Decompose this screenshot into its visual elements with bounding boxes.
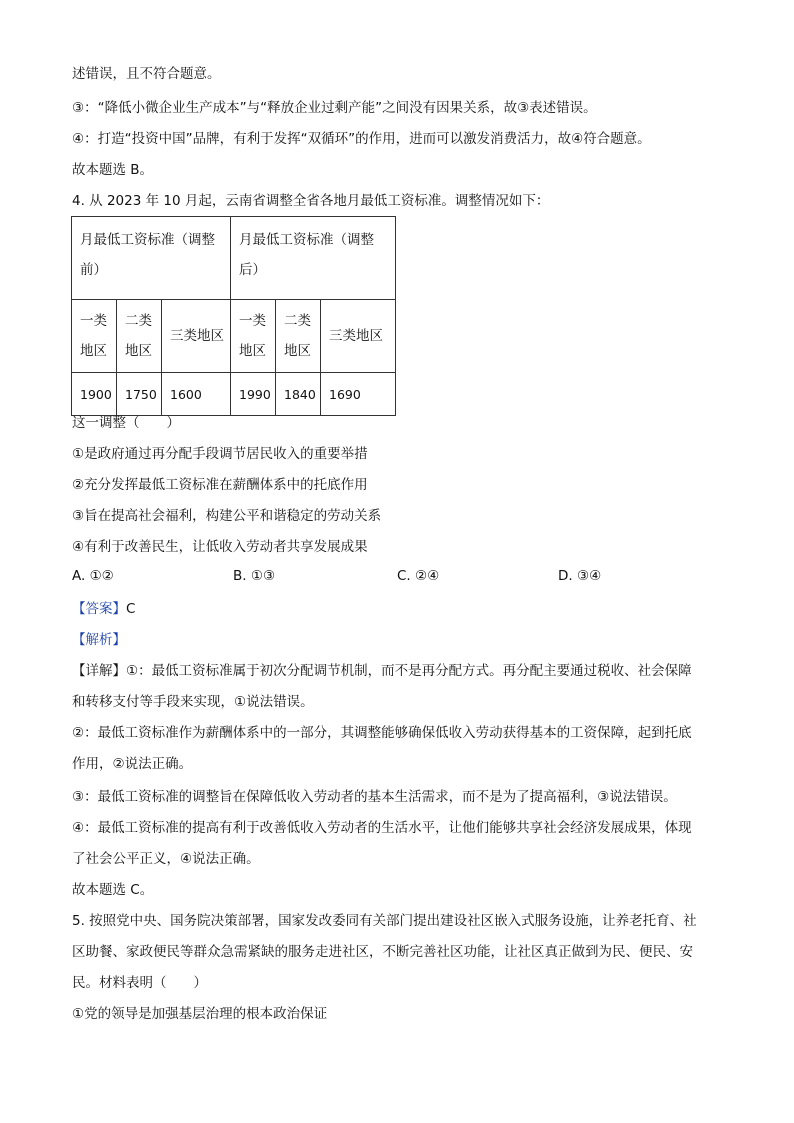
question-5-statement-1: ①党的领导是加强基层治理的根本政治保证 <box>72 1006 328 1022</box>
value-after-2: 1840 <box>276 373 321 416</box>
value-after-3: 1690 <box>321 373 396 416</box>
detail-3: ③：最低工资标准的调整旨在保障低收入劳动者的基本生活需求，而不是为了提高福利，③说法错误。 <box>72 789 677 805</box>
detail-1: 【详解】①：最低工资标准属于初次分配调节机制，而不是再分配方式。再分配主要通过税收、社会保障 <box>72 663 692 679</box>
answer-options <box>72 568 722 586</box>
option-d: D. ③④ <box>558 568 602 584</box>
question-5-line-1: 5. 按照党中央、国务院决策部署，国家发改委同有关部门提出建设社区嵌入式服务设施，让养老托育、社 <box>72 913 697 929</box>
detail-2: ②：最低工资标准作为薪酬体系中的一部分，其调整能够确保低收入劳动获得基本的工资保障，起到托底 <box>72 725 692 741</box>
prev-answer-tail: 述错误，且不符合题意。 <box>72 66 221 82</box>
detail-2-cont: 作用，②说法正确。 <box>72 756 193 772</box>
category-2-after: 二类地区 <box>276 300 321 373</box>
value-after-1: 1990 <box>231 373 276 416</box>
category-1-after: 一类地区 <box>231 300 276 373</box>
answer-value: C <box>126 601 136 617</box>
value-before-1: 1900 <box>72 373 117 416</box>
detail-conclusion: 故本题选 C。 <box>72 882 154 898</box>
statement-4: ④有利于改善民生，让低收入劳动者共享发展成果 <box>72 539 368 555</box>
prev-analysis-3: ③：“降低小微企业生产成本”与“释放企业过剩产能”之间没有因果关系，故③表述错误。 <box>72 100 597 116</box>
answer-label: 【答案】 <box>72 601 126 617</box>
header-after: 月最低工资标准（调整后） <box>231 217 396 300</box>
statement-1: ①是政府通过再分配手段调节居民收入的重要举措 <box>72 446 368 462</box>
category-3-before: 三类地区 <box>162 300 231 373</box>
prev-analysis-4: ④：打造“投资中国”品牌，有利于发挥“双循环”的作用，进而可以激发消费活力，故④符合题意。 <box>72 131 651 147</box>
detail-4: ④：最低工资标准的提高有利于改善低收入劳动者的生活水平，让他们能够共享社会经济发展成果，体现 <box>72 820 692 836</box>
question-4-stem: 这一调整（ ） <box>72 415 180 431</box>
value-before-2: 1750 <box>117 373 162 416</box>
analysis-label: 【解析】 <box>72 632 126 648</box>
prev-conclusion: 故本题选 B。 <box>72 162 154 178</box>
statement-2: ②充分发挥最低工资标准在薪酬体系中的托底作用 <box>72 477 368 493</box>
question-5-line-2: 区助餐、家政便民等群众急需紧缺的服务走进社区，不断完善社区功能，让社区真正做到为民、便民、安 <box>72 944 693 960</box>
category-3-after: 三类地区 <box>321 300 396 373</box>
option-c: C. ②④ <box>397 568 440 584</box>
question-5-line-3: 民。材料表明（ ） <box>72 975 207 991</box>
detail-1-cont: 和转移支付等手段来实现，①说法错误。 <box>72 694 314 710</box>
option-b: B. ①③ <box>233 568 276 584</box>
header-before: 月最低工资标准（调整前） <box>72 217 231 300</box>
wage-table <box>71 216 396 416</box>
option-a: A. ①② <box>72 568 114 584</box>
statement-3: ③旨在提高社会福利，构建公平和谐稳定的劳动关系 <box>72 508 382 524</box>
category-1-before: 一类地区 <box>72 300 117 373</box>
detail-label: 【详解】 <box>72 663 126 679</box>
category-2-before: 二类地区 <box>117 300 162 373</box>
value-before-3: 1600 <box>162 373 231 416</box>
detail-4-cont: 了社会公平正义，④说法正确。 <box>72 851 260 867</box>
answer-line <box>72 600 135 618</box>
question-4-text: 4. 从 2023 年 10 月起，云南省调整全省各地月最低工资标准。调整情况如下： <box>72 193 550 209</box>
